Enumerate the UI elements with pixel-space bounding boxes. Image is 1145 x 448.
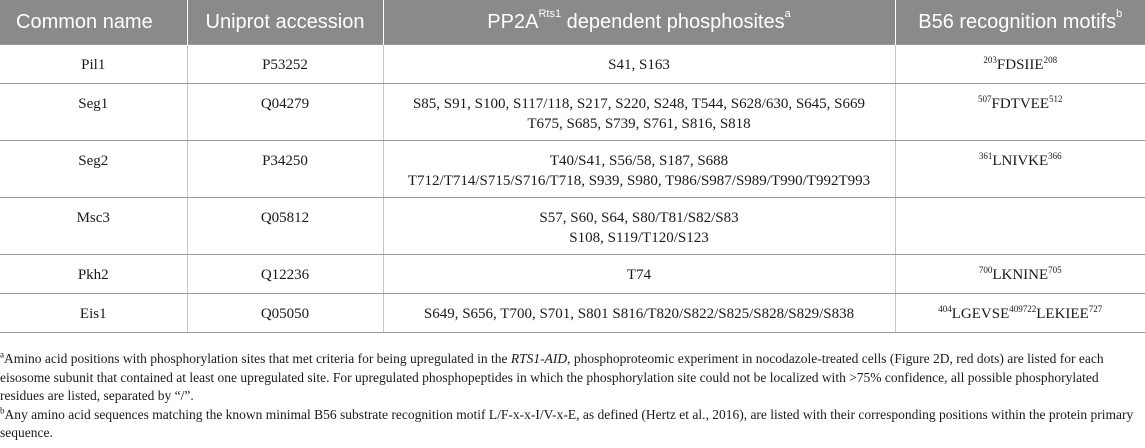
- motif-sequence: LKNINE: [992, 267, 1049, 283]
- motif-start-position: 700: [978, 265, 993, 275]
- phosphosite-line: T675, S685, S739, S761, S816, S818: [527, 116, 751, 132]
- table-body: [0, 45, 1145, 333]
- header-phosphosites-main: PP2A: [487, 10, 539, 33]
- cell-phosphosites: [383, 84, 895, 141]
- motif: [938, 306, 1023, 322]
- cell-uniprot-accession: P34250: [187, 141, 383, 198]
- phosphosite-line: T40/S41, S56/58, S187, S688: [549, 153, 729, 169]
- cell-common-name: Pil1: [0, 45, 187, 84]
- motif-sequence: FDSIIE: [996, 57, 1044, 73]
- motif-end-position: 705: [1048, 265, 1062, 275]
- phosphosite-line: S649, S656, T700, S701, S801 S816/T820/S822/S825/S828/S829/S838: [423, 306, 855, 322]
- cell-uniprot-accession: Q12236: [187, 255, 383, 294]
- cell-b56-motifs: [895, 45, 1145, 84]
- motif: [1023, 306, 1102, 322]
- cell-phosphosites: [383, 294, 895, 333]
- cell-b56-motifs: [895, 294, 1145, 333]
- cell-phosphosites: [383, 141, 895, 198]
- motif-end-position: 727: [1088, 304, 1103, 314]
- motif-sequence: LGEVSE: [951, 306, 1010, 322]
- header-row: [0, 0, 1145, 45]
- phosphosite-line: T712/T714/S715/S716/T718, S939, S980, T986/S987/S989/T990/T992T993: [407, 173, 871, 189]
- header-phosphosites: [383, 0, 895, 45]
- motif-start-position: 722: [1022, 304, 1037, 314]
- motif-end-position: 512: [1049, 94, 1063, 104]
- cell-common-name: Seg2: [0, 141, 187, 198]
- phosphosite-line: S108, S119/T120/S123: [569, 230, 709, 246]
- cell-phosphosites: [383, 45, 895, 84]
- footnote-a-mark: a: [0, 349, 4, 360]
- cell-common-name: Seg1: [0, 84, 187, 141]
- footnote-b-mark: b: [0, 405, 5, 415]
- table-row: [0, 45, 1145, 84]
- header-b56-motifs: [895, 0, 1145, 45]
- table-row: [0, 294, 1145, 333]
- motif-sequence: LEKIEE: [1036, 306, 1089, 322]
- cell-b56-motifs: [895, 198, 1145, 255]
- cell-b56-motifs: [895, 255, 1145, 294]
- phosphosite-line: S41, S163: [608, 57, 670, 73]
- motif: [979, 153, 1062, 169]
- motif-sequence: LNIVKE: [992, 153, 1049, 169]
- table-row: [0, 255, 1145, 294]
- footnote-mark-a: a: [784, 7, 791, 20]
- header-uniprot-accession: Uniprot accession: [187, 0, 383, 45]
- header-common-name: Common name: [0, 0, 187, 45]
- motif: [983, 57, 1057, 73]
- motif: [979, 267, 1062, 283]
- footnote-a: [0, 350, 1140, 406]
- header-motifs-main: B56 recognition motifs: [918, 10, 1117, 33]
- footnote-mark-b: b: [1116, 7, 1123, 20]
- cell-common-name: Eis1: [0, 294, 187, 333]
- footnote-b: [0, 406, 1140, 443]
- motif-sequence: FDTVEE: [991, 96, 1049, 112]
- header-phosphosites-rest: dependent phosphosites: [561, 10, 785, 33]
- cell-common-name: Msc3: [0, 198, 187, 255]
- cell-phosphosites: [383, 198, 895, 255]
- motif-end-position: 366: [1048, 151, 1062, 161]
- cell-phosphosites: [383, 255, 895, 294]
- table-row: [0, 198, 1145, 255]
- cell-uniprot-accession: Q05812: [187, 198, 383, 255]
- cell-common-name: Pkh2: [0, 255, 187, 294]
- header-phosphosites-sup: Rts1: [538, 7, 562, 20]
- cell-b56-motifs: [895, 141, 1145, 198]
- motif-start-position: 507: [978, 94, 992, 104]
- cell-uniprot-accession: P53252: [187, 45, 383, 84]
- footnote-a-text-2: , phosphoproteomic experiment in nocodazole-treated cells (Figure 2D, red dots) are listed for each eisosome subunit that contained at least one upregulated site. For upregulated phosphopeptides in which the phosphorylation site could not be localized with >75% confidence, all possible phosphorylated residues are listed, separated by “/”.: [0, 351, 1104, 403]
- footnote-a-text-1: Amino acid positions with phosphorylation sites that met criteria for being upregulated in the: [4, 351, 511, 366]
- motif-start-position: 404: [938, 304, 952, 314]
- phosphosite-line: T74: [626, 267, 652, 283]
- table-row: [0, 141, 1145, 198]
- phosphosite-line: S85, S91, S100, S117/118, S217, S220, S248, T544, S628/630, S645, S669: [412, 96, 866, 112]
- phosphosite-line: S57, S60, S64, S80/T81/S82/S83: [539, 210, 739, 226]
- footnotes: [0, 350, 1140, 443]
- table-header: [0, 0, 1145, 45]
- motif-end-position: 409: [1009, 304, 1023, 314]
- table-row: [0, 84, 1145, 141]
- motif: [978, 96, 1063, 112]
- cell-uniprot-accession: Q04279: [187, 84, 383, 141]
- motif-start-position: 203: [983, 55, 997, 65]
- footnote-a-italic: RTS1-AID: [510, 351, 568, 366]
- motif-start-position: 361: [978, 151, 993, 161]
- cell-uniprot-accession: Q05050: [187, 294, 383, 333]
- cell-b56-motifs: [895, 84, 1145, 141]
- motif-end-position: 208: [1043, 55, 1058, 65]
- footnote-b-text: Any amino acid sequences matching the known minimal B56 substrate recognition motif L/F-x-x-I/V-x-E, as defined (Hertz et al., 2016), are listed with their corresponding positions within the protein primary sequence.: [0, 406, 1134, 440]
